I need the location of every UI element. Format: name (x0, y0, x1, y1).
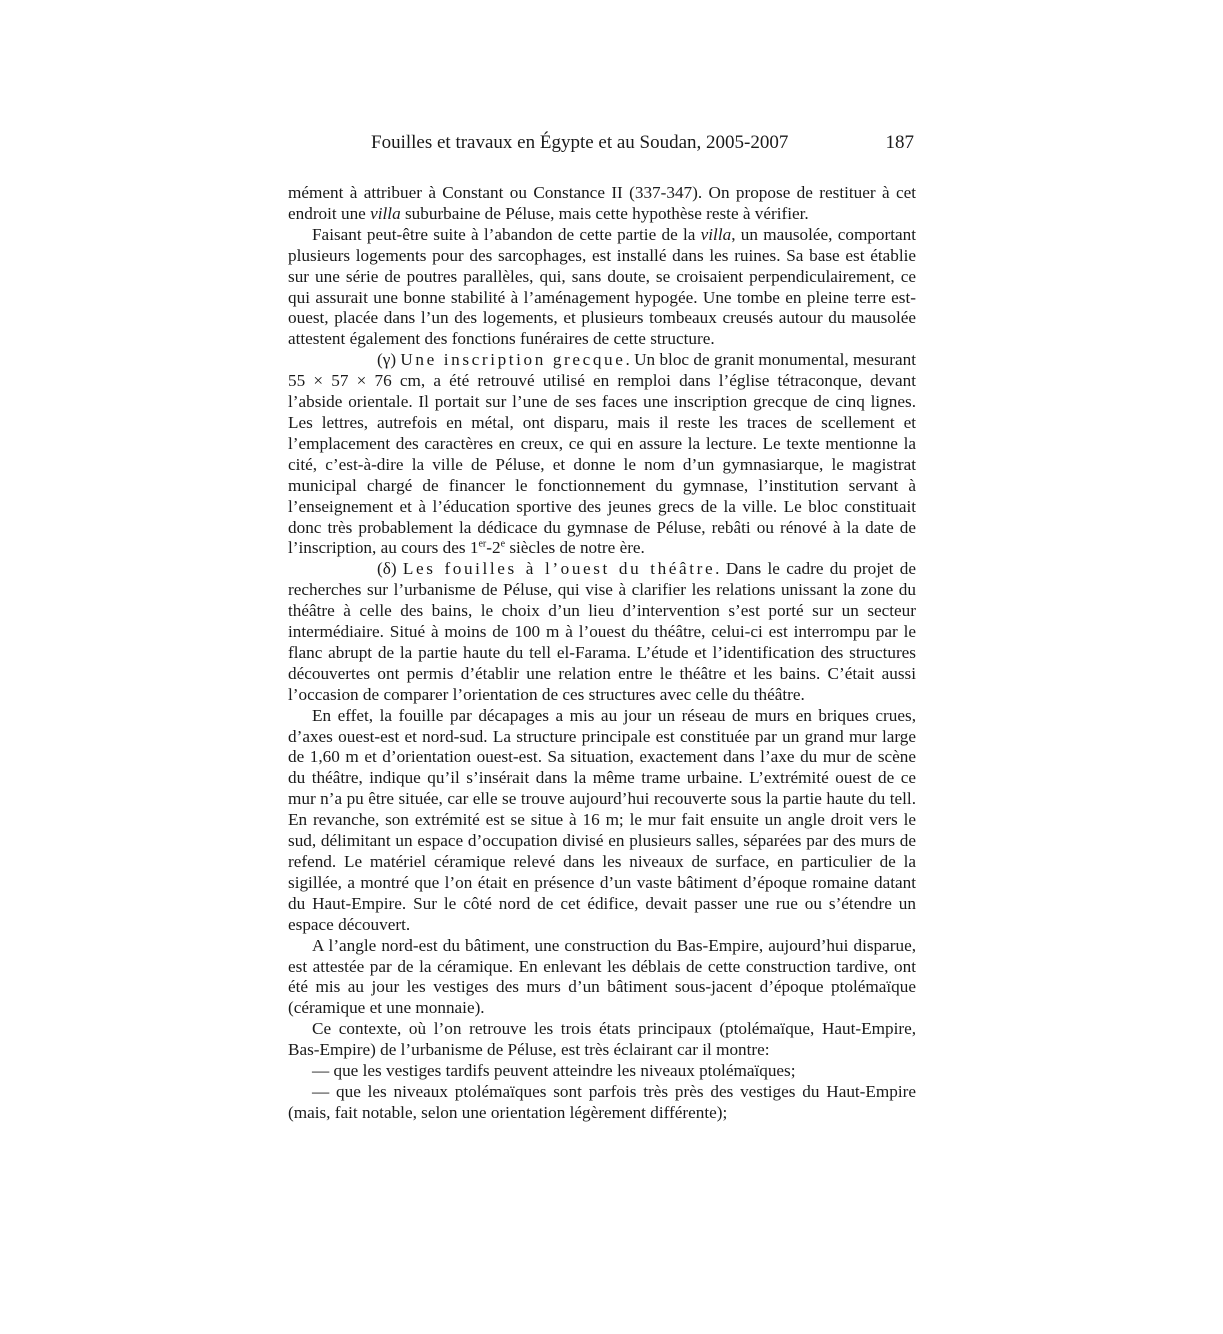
paragraph-mausoleum (288, 225, 916, 350)
paragraph-context: Ce contexte, où l’on retrouve les trois états principaux (ptolémaïque, Haut-Empire, Bas-Empire) de l’urbanisme de Péluse, est très éclairant car il montre: (288, 1019, 916, 1060)
text-run: . Un bloc de granit monumental, mesurant 55 × 57 × 76 cm, a été retrouvé utilisé en remploi dans l’église tétraconque, devant l’abside orientale. Il portait sur l’une de ses faces une inscription grecque de cinq lignes. Les lettres, autrefois en métal, ont disparu, mais il reste les traces de scellement et l’emplacement des caractères en creux, ce qui en assure la lecture. Le texte mentionne la cité, c’est-à-dire la ville de Péluse, et donne le nom d’un gymnasiarque, le magistrat municipal chargé de financer le fonctionnement du gymnase, l’institution servant à l’enseignement et à l’éducation sportive des jeunes grecs de la ville. Le bloc constituait donc très probablement la dédicace du gymnase de Péluse, rebâti ou rénové à la date de l’inscription, au cours des 1 (288, 350, 916, 558)
text-run: . Dans le cadre du projet de recherches sur l’urbanisme de Péluse, qui vise à clarifier les relations unissant la zone du théâtre à celle des bains, le choix d’un lieu d’intervention s’est porté sur un secteur intermédiaire. Situé à moins de 100 m à l’ouest du théâtre, celui-ci est interrompu par le flanc abrupt de la partie haute du tell el-Farama. L’étude et l’identification des structures découvertes ont permis d’établir une relation entre le théâtre et les bains. C’était aussi l’occasion de comparer l’orientation de ces structures avec celle du théâtre. (288, 559, 916, 704)
text-run: , un mausolée, comportant plusieurs logements pour des sarcophages, est installé dans les ruines. Sa base est établie sur une série de poutres parallèles, qui, sans doute, se croisaient perpendiculairement, ce qui assurait une bonne stabilité à l’aménagement hypogée. Une tombe en pleine terre est-ouest, placée dans l’un des logements, et plusieurs tombeaux creusés autour du mausolée attestent également des fonctions funéraires de cette structure. (288, 224, 916, 349)
running-head (288, 128, 916, 158)
paragraph-walls: En effet, la fouille par décapages a mis au jour un réseau de murs en briques crues, d’axes ouest-est et nord-sud. La structure principale est constituée par un grand mur large de 1,60 m et d’orientation ouest-est. Sa situation, exactement dans l’axe du mur de scène du théâtre, indique qu’il s’insérait dans la même trame urbaine. L’extrémité ouest de ce mur n’a pu être située, car elle se trouve aujourd’hui recouverte sous la partie haute du tell. En revanche, son extrémité est se situe à 16 m; le mur fait ensuite un angle droit vers le sud, délimitant un espace d’occupation divisé en plusieurs salles, séparées par des murs de refend. Le matériel céramique relevé dans les niveaux de surface, en particulier de la sigillée, a montré que l’on était en présence d’un vaste bâtiment d’époque romaine datant du Haut-Empire. Sur le côté nord de cet édifice, devait passer une rue ou s’étendre un espace découvert. (288, 705, 916, 934)
running-title: Fouilles et travaux en Égypte et au Soudan, 2005-2007 (371, 132, 789, 153)
text-run: siècles de notre ère. (505, 538, 645, 558)
section-label: (δ) (377, 559, 403, 579)
paragraph-excavations (288, 559, 916, 705)
page (288, 128, 916, 1124)
superscript: er (478, 538, 487, 550)
text-run: mément à attribuer à Constant ou Constance II (337-347). On propose de restituer à cet endroit une (288, 183, 916, 223)
body-text (288, 183, 916, 1124)
italic-term: villa (700, 224, 732, 244)
page-number: 187 (885, 132, 914, 153)
list-item: — que les vestiges tardifs peuvent atteindre les niveaux ptolémaïques; (312, 1061, 796, 1081)
paragraph-bas-empire: A l’angle nord-est du bâtiment, une construction du Bas-Empire, aujourd’hui disparue, est attestée par de la céramique. En enlevant les déblais de cette construction tardive, ont été mis au jour les vestiges des murs d’un bâtiment sous-jacent d’époque ptolémaïque (céramique et une monnaie). (288, 935, 916, 1018)
section-heading: Une inscription grecque (400, 350, 626, 370)
superscript: e (500, 538, 506, 550)
paragraph-continuation (288, 183, 916, 225)
text-run: -2 (486, 538, 501, 558)
text-run: suburbaine de Péluse, mais cette hypothèse reste à vérifier. (400, 203, 809, 223)
italic-term: villa (370, 203, 401, 223)
paragraph-inscription (288, 350, 916, 559)
list-item: — que les niveaux ptolémaïques sont parfois très près des vestiges du Haut-Empire (mais, fait notable, selon une orientation légèrement différente); (288, 1081, 916, 1122)
text-run: Faisant peut-être suite à l’abandon de cette partie de la (312, 224, 701, 244)
section-heading: Les fouilles à l’ouest du théâtre (402, 559, 716, 579)
section-label: (γ) (377, 350, 401, 370)
